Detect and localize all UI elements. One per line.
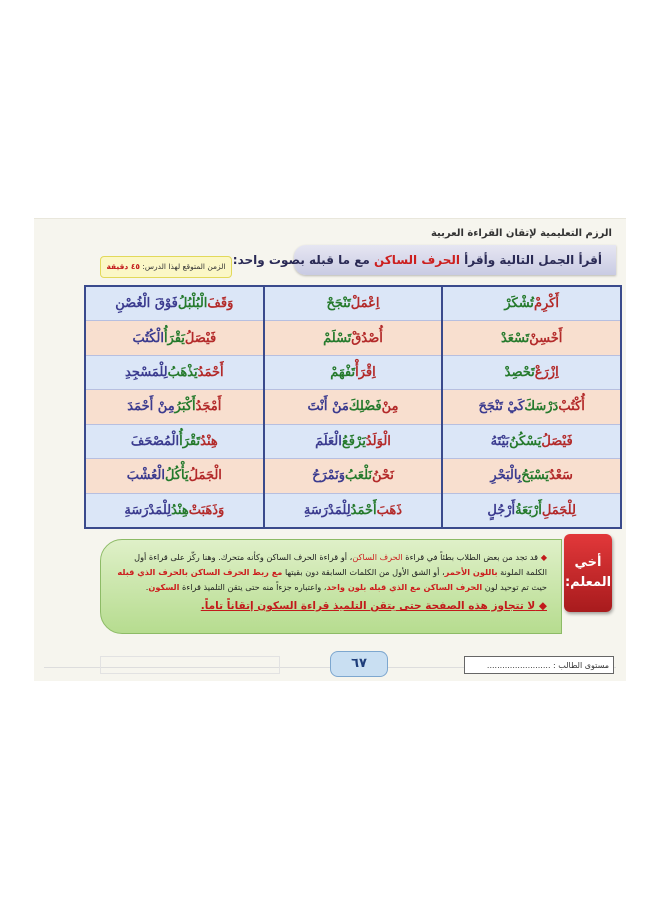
table-column-left [86, 287, 263, 527]
sentence-word: اِقْرَأْ [355, 365, 376, 381]
teacher-tab [564, 534, 612, 612]
note-text: ، أو الشق الأول من الكلمات السابقة دون بقيتها [282, 567, 445, 577]
exercise-instruction [232, 245, 616, 275]
table-cell [443, 390, 620, 423]
table-cell [443, 356, 620, 389]
sentences-table [84, 285, 622, 529]
instruction-part1: أقرأ الجمل التالية وأقرأ [460, 253, 602, 267]
sentence-word: الْعُشْبَ [126, 468, 165, 484]
sentence-word: الْعَلَمَ [315, 433, 342, 449]
sentence-word: أَحْمَدُ [197, 365, 224, 381]
instruction-part3: مع ما قبله بصوت واحد: [232, 253, 375, 267]
sentence-word: أَمْجَدُ [195, 399, 222, 415]
table-cell [443, 494, 620, 527]
sentence-word: الْمُصْحَفَ [130, 433, 180, 449]
warning-text: لا تتجاوز هذه الصفحة حتى يتقن التلميذ قراءة السكون إتقاناً تاماً. [200, 600, 536, 612]
note-text: حيث تم توحيد لون [482, 582, 547, 592]
note-text: قد تجد من بعض الطلاب بطئاً في قراءة [402, 552, 539, 562]
book-title: الرزم التعليمية لإتقان القراءة العربية [430, 228, 612, 239]
sentence-word: لِلْجَمَلِ [541, 502, 576, 518]
table-cell [443, 459, 620, 492]
teacher-tab-line1: أخي [574, 555, 602, 570]
sentence-word: بَيْتَهُ [490, 433, 510, 449]
sentence-word: تُشْكَرْ [504, 296, 534, 312]
note-text: . [145, 582, 149, 592]
sentence-word: الْجَمَلُ [188, 468, 222, 484]
sentence-word: لِلْمَدْرَسَةِ [124, 502, 172, 518]
sentence-word: اِزْرَعْ [534, 365, 559, 381]
sentence-word: مِنْ [381, 399, 399, 415]
sentence-word: الْبُلْبُلُ [177, 296, 208, 312]
student-level-field[interactable]: مستوى الطالب : ......................... [464, 656, 614, 674]
table-cell [86, 356, 263, 389]
expected-time-box [100, 256, 232, 278]
note-highlight: باللون الأحمر [444, 567, 498, 577]
table-cell [443, 425, 620, 458]
sentence-word: تَقْرَأُ [179, 433, 201, 449]
table-cell [86, 390, 263, 423]
table-cell [86, 494, 263, 527]
sentence-word: أَكْبَرُ [174, 399, 196, 415]
table-cell [443, 287, 620, 320]
page-number: ٦٧ [330, 651, 388, 677]
table-cell [265, 494, 442, 527]
sentence-word: فَوْقَ الْغُصْنِ [115, 296, 178, 312]
table-cell [86, 321, 263, 354]
sentence-word: هِنْدُ [171, 502, 189, 518]
teacher-note [100, 539, 562, 634]
sentence-word: مِنْ أَحْمَدَ [127, 399, 175, 415]
time-value: ٤٥ دقيقة [106, 262, 140, 271]
table-cell [86, 425, 263, 458]
table-cell [86, 287, 263, 320]
instruction-highlight: الحرف الساكن [374, 253, 460, 267]
sentence-word: دَرْسَكَ [524, 399, 559, 415]
sentence-word: نَلْعَبُ [345, 468, 373, 484]
sentence-word: نَحْنُ [372, 468, 394, 484]
sentence-word: الْوَلَدُ [365, 433, 391, 449]
sentence-word: يَأْكُلُ [164, 468, 189, 484]
sentence-word: تَسْعَدْ [500, 330, 530, 346]
note-bullet: ◆ [538, 552, 547, 562]
sentence-word: تَسْلَمْ [323, 330, 352, 346]
sentence-word: وَقَفَ [207, 296, 234, 312]
sentence-word: يَذْهَبُ [167, 365, 198, 381]
note-highlight: مع ربط الحرف الساكن بالحرف الذي قبله [117, 567, 283, 577]
table-cell [265, 425, 442, 458]
table-column-middle [265, 287, 442, 527]
sentence-word: أُصْدُقْ [351, 330, 383, 346]
note-warning [111, 598, 547, 614]
sentence-word: ذَهَبَ [376, 502, 403, 518]
table-cell [265, 287, 442, 320]
table-cell [443, 321, 620, 354]
sentence-word: فَضْلِكَ [348, 399, 382, 415]
time-label: الزمن المتوقع لهذا الدرس: [142, 262, 226, 271]
sentence-word: أَحْسِنْ [529, 330, 563, 346]
note-highlight: السكون [148, 582, 180, 592]
sentence-word: هِنْدُ [200, 433, 218, 449]
workbook-page [34, 218, 626, 681]
sentence-word: الْكُتُبَ [132, 330, 164, 346]
sentence-word: تَفْهَمْ [330, 365, 356, 381]
note-text: ، أو قراءة الحرف الساكن وكأنه متحرك. وهنا ركّز على قراءة أول الكلمة الملونة [134, 552, 547, 577]
sentence-word: أَكْرِمْ [533, 296, 559, 312]
sentence-word: بِالْبَحْرِ [490, 468, 522, 484]
sentence-word: تَحْصِدْ [504, 365, 535, 381]
sentence-word: أُكْتُبْ [558, 399, 585, 415]
sentence-word: سَعْدٌ [548, 468, 573, 484]
note-text: ، واعتباره جزءاً منه حتى يتقن التلميذ قراءة [179, 582, 327, 592]
sentence-word: أَرْبَعَةُ [515, 502, 542, 518]
sentence-word: أَحْمَدُ [350, 502, 377, 518]
teacher-tab-line2: المعلم: [564, 575, 612, 590]
note-highlight: الحرف الساكن [352, 552, 403, 562]
sentence-word: أَرْجُلٍ [487, 502, 516, 518]
sentence-word: يَسْكُنُ [509, 433, 542, 449]
table-cell [265, 321, 442, 354]
sentence-word: فَيْصَلُ [541, 433, 573, 449]
sentence-word: كَيْ تَنْجَحَ [478, 399, 525, 415]
table-column-right [443, 287, 620, 527]
sentence-word: وَنَمْرَحُ [312, 468, 346, 484]
sentence-word: لِلْمَسْجِدِ [125, 365, 168, 381]
sentence-word: وَذَهَبَتْ [188, 502, 225, 518]
sentence-word: تَنْجَحْ [326, 296, 351, 312]
note-highlight: الحرف الساكن مع الذي قبله بلون واحد [326, 582, 483, 592]
table-cell [265, 390, 442, 423]
sentence-word: لِلْمَدْرَسَةِ [303, 502, 351, 518]
table-cell [86, 459, 263, 492]
warning-bullet: ◆ [535, 600, 547, 612]
sentence-word: فَيْصَلُ [184, 330, 217, 346]
sentence-word: يَرْفَعُ [341, 433, 366, 449]
footer-faint-box [100, 656, 280, 674]
table-cell [265, 356, 442, 389]
sentence-word: يَسْبَحُ [521, 468, 549, 484]
table-cell [265, 459, 442, 492]
sentence-word: اِعْمَلْ [350, 296, 380, 312]
sentence-word: مَنْ أَنْتَ [307, 399, 349, 415]
sentence-word: يَقْرَأُ [163, 330, 185, 346]
